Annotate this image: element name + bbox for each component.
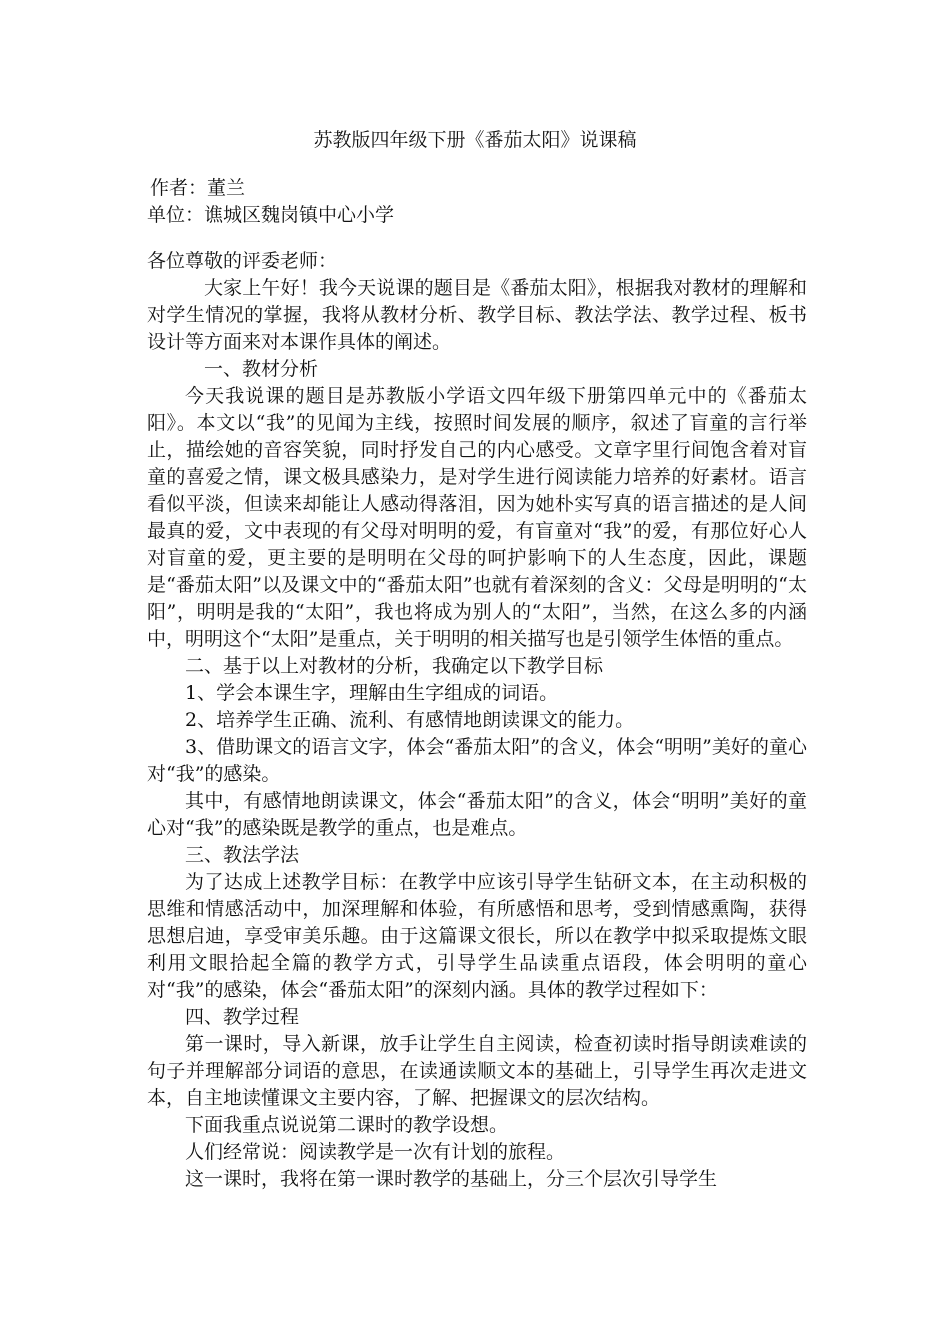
paragraph-quote: 人们经常说：阅读教学是一次有计划的旅程。 <box>185 1141 566 1163</box>
author-line: 作者：董兰 <box>150 177 246 199</box>
document-body <box>147 248 807 1193</box>
unit-line: 单位：谯城区魏岗镇中心小学 <box>147 204 395 226</box>
paragraph-analysis: 今天我说课的题目是苏教版小学语文四年级下册第四单元中的《番茄太阳》。本文以“我”的见闻为主线，按照时间发展的顺序，叙述了盲童的言行举止，描绘她的音容笑貌，同时抒发自己的内心感受。文章字里行间饱含着对盲童的喜爱之情，课文极具感染力，是对学生进行阅读能力培养的好素材。语言看似平淡，但读来却能让人感动得落泪，因为她朴实写真的语言描述的是人间最真的爱，文中表现的有父母对明明的爱，有盲童对“我”的爱，有那位好心人对盲童的爱，更主要的是明明在父母的呵护影响下的人生态度，因此，课题是“番茄太阳”以及课文中的“番茄太阳”也就有着深刻的含义：父母是明明的“太阳”，明明是我的“太阳”，我也将成为别人的“太阳”，当然，在这么多的内涵中，明明这个“太阳”是重点，关于明明的相关描写也是引领学生体悟的重点。 <box>147 385 807 650</box>
paragraph-first-lesson: 第一课时，导入新课，放手让学生自主阅读，检查初读时指导朗读难读的句子并理解部分词语的意思，在读通读顺文本的基础上，引导学生再次走进文本，自主地读懂课文主要内容，了解、把握课文的层次结构。 <box>147 1033 807 1109</box>
paragraph-methods: 为了达成上述教学目标：在教学中应该引导学生钻研文本，在主动积极的思维和情感活动中，加深理解和体验，有所感悟和思考，受到情感熏陶，获得思想启迪，享受审美乐趣。由于这篇课文很长，所以在教学中拟采取提炼文眼利用文眼拾起全篇的教学方式，引导学生品读重点语段，体会明明的童心对“我”的感染，体会“番茄太阳”的深刻内涵。具体的教学过程如下： <box>147 871 807 1001</box>
goal-item-2: 2、培养学生正确、流利、有感情地朗读课文的能力。 <box>185 709 635 731</box>
goal-item-3: 3、借助课文的语言文字，体会“番茄太阳”的含义，体会“明明”美好的童心对“我”的感染。 <box>147 736 807 785</box>
section-heading-3: 三、教法学法 <box>185 844 300 866</box>
paragraph-intro: 大家上午好！我今天说课的题目是《番茄太阳》，根据我对教材的理解和对学生情况的掌握，我将从教材分析、教学目标、教法学法、教学过程、板书设计等方面来对本课作具体的阐述。 <box>147 277 807 353</box>
section-heading-1: 一、教材分析 <box>204 358 319 380</box>
paragraph-second-lesson: 下面我重点说说第二课时的教学设想。 <box>185 1114 509 1136</box>
section-heading-4: 四、教学过程 <box>185 1006 300 1028</box>
salutation: 各位尊敬的评委老师： <box>147 250 338 272</box>
goal-item-1: 1、学会本课生字，理解由生字组成的词语。 <box>185 682 559 704</box>
paragraph-continuation: 这一课时，我将在第一课时教学的基础上，分三个层次引导学生 <box>185 1168 718 1190</box>
document-title: 苏教版四年级下册《番茄太阳》说课稿 <box>313 129 637 151</box>
section-heading-2: 二、基于以上对教材的分析，我确定以下教学目标 <box>185 655 604 677</box>
paragraph-key-points: 其中，有感情地朗读课文，体会“番茄太阳”的含义，体会“明明”美好的童心对“我”的感染既是教学的重点，也是难点。 <box>147 790 807 839</box>
